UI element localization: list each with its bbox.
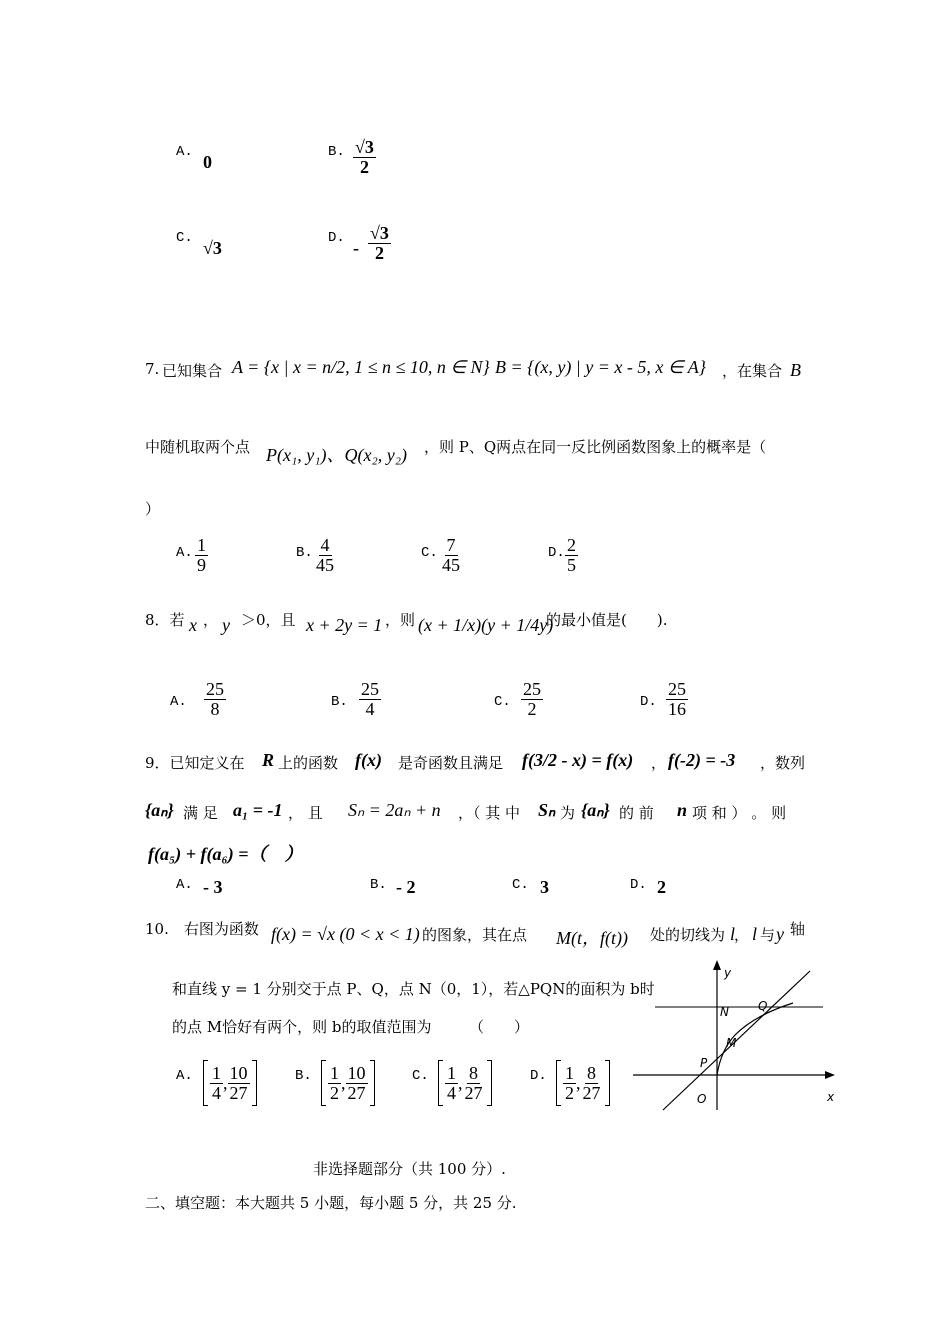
q8-option-a-den: 8 xyxy=(210,698,220,719)
q10-option-c-lower-num: 1 xyxy=(447,1062,456,1083)
q8-option-b-num: 25 xyxy=(361,679,379,699)
q10-option-b-label: B. xyxy=(295,1068,312,1084)
q9-option-a-value: - 3 xyxy=(203,877,223,897)
q8-option-b-den: 4 xyxy=(365,698,375,719)
q8-tail: 的最小值是( ). xyxy=(546,611,668,629)
q7-set-b: B = {(x, y) | y = x - 5, x ∈ A} xyxy=(495,357,706,377)
q7-option-a-fraction xyxy=(195,536,208,575)
q10-option-a-interval: $\frac{1}{4}$ , $\frac{10}{27}$ xyxy=(203,1060,257,1106)
q9-question-expression: f(a₅) + f(a₆) =（ ） xyxy=(148,844,303,864)
q9-fx: f(x) xyxy=(355,750,382,770)
q10-option-c-upper-num: 8 xyxy=(469,1062,478,1083)
q6-option-d-den: 2 xyxy=(374,242,384,263)
q10-option-d-lower xyxy=(563,1064,576,1103)
q10-function: f(x) = √x (0 < x < 1) xyxy=(271,924,420,944)
q9-line1-d: ，数列 xyxy=(760,754,806,772)
q7-option-c-den: 45 xyxy=(442,554,460,575)
q7-intro: 已知集合 xyxy=(162,362,223,380)
q10-option-d-lower-den: 2 xyxy=(565,1082,574,1103)
q8-number: 8．若 xyxy=(145,611,185,629)
q9-line2-g: 项 和 ） 。 则 xyxy=(692,804,787,822)
q10-line1-c: 处的切线为 xyxy=(650,926,726,944)
q6-option-b-den: 2 xyxy=(359,156,369,177)
q7-option-b-label: B. xyxy=(296,545,313,561)
q7-set-a: A = {x | x = n/2, 1 ≤ n ≤ 10, n ∈ N} xyxy=(232,357,490,377)
q10-option-b-right-bracket xyxy=(370,1060,375,1106)
graph-m-label: M xyxy=(726,1036,737,1050)
q10-y-axis: y xyxy=(776,924,784,944)
section-heading: 非选择题部分（共 100 分）. xyxy=(313,1160,506,1178)
q10-option-d-upper xyxy=(581,1064,603,1103)
q10-option-a-upper-den: 27 xyxy=(229,1082,248,1103)
q6-option-d-label: D. xyxy=(328,230,345,246)
q7-option-c-num: 7 xyxy=(446,535,456,555)
q6-option-b-label: B. xyxy=(328,144,345,160)
q10-option-a-left-bracket xyxy=(203,1060,208,1106)
q10-option-c-right-bracket xyxy=(487,1060,492,1106)
q6-option-c-value: √3 xyxy=(203,238,222,258)
q8-option-a-label: A. xyxy=(170,694,187,710)
q9-option-d-value: 2 xyxy=(657,877,666,897)
graph-y-arrow xyxy=(713,960,721,970)
q9-line1-a: 9．已知定义在 xyxy=(145,754,245,772)
q10-option-a-lower-num: 1 xyxy=(212,1062,221,1083)
q7-option-b-den: 45 xyxy=(316,554,334,575)
q7-option-c-fraction xyxy=(440,536,462,575)
q10-option-b-lower-num: 1 xyxy=(330,1062,339,1083)
q10-option-c-upper-den: 27 xyxy=(464,1082,483,1103)
q10-option-a-upper-num: 10 xyxy=(229,1062,248,1083)
q9-line1-c: 是奇函数且满足 xyxy=(398,754,504,772)
q9-option-a-label: A. xyxy=(176,877,193,893)
q9-line2-f: 的 前 xyxy=(619,804,654,822)
q8-then: ，则 xyxy=(385,611,416,629)
q9-a1: a₁ = -1 xyxy=(233,800,283,820)
q10-option-b-upper-den: 27 xyxy=(347,1082,366,1103)
q10-option-a-lower xyxy=(210,1064,223,1103)
q7-option-d-den: 5 xyxy=(567,554,576,575)
q6-option-b-fraction xyxy=(353,138,376,177)
q10-option-b-left-bracket xyxy=(321,1060,326,1106)
q10-option-b-lower-den: 2 xyxy=(330,1082,339,1103)
q10-option-a-right-bracket xyxy=(252,1060,257,1106)
q10-line1-e: 与 xyxy=(760,926,776,944)
q9-line2-b: 满 足 xyxy=(183,804,218,822)
q8-condition: ＞0，且 xyxy=(241,611,296,629)
graph-q-label: Q xyxy=(758,999,768,1013)
q7-option-a-label: A. xyxy=(176,545,193,561)
q10-l1: l xyxy=(730,924,736,944)
q10-option-b-upper xyxy=(346,1064,368,1103)
q7-option-a-den: 9 xyxy=(197,554,206,575)
q8-option-d-label: D. xyxy=(640,694,657,710)
q10-option-d-upper-num: 8 xyxy=(587,1062,596,1083)
q7-option-d-num: 2 xyxy=(567,535,576,555)
q6-option-c-label: C. xyxy=(176,230,193,246)
q9-option-c-value: 3 xyxy=(540,877,549,897)
q10-option-d-right-bracket xyxy=(605,1060,610,1106)
q8-option-c-num: 25 xyxy=(523,679,541,699)
q10-l2: l xyxy=(752,924,758,944)
q10-option-d-lower-num: 1 xyxy=(565,1062,574,1083)
q10-line1-f: 轴 xyxy=(790,920,806,938)
q6-option-d-fraction xyxy=(368,224,391,263)
q10-option-a-lower-den: 4 xyxy=(212,1082,221,1103)
q9-option-b-label: B. xyxy=(370,877,387,893)
q10-option-d-label: D. xyxy=(530,1068,547,1084)
q7-option-b-fraction xyxy=(314,536,336,575)
q8-expression: (x + 1/x)(y + 1/4y) xyxy=(418,615,554,635)
q7-line3: ） xyxy=(145,500,161,518)
q10-option-c-lower xyxy=(445,1064,458,1103)
q10-option-d-upper-den: 27 xyxy=(582,1082,601,1103)
q9-line2-d: ，（ 其 中 xyxy=(458,804,521,822)
q10-option-c-label: C. xyxy=(412,1068,429,1084)
q7-set-b-letter: B xyxy=(790,360,801,380)
q7-line2-b: ，则 P、Q两点在同一反比例函数图象上的概率是（ xyxy=(424,438,767,456)
graph-origin-label: O xyxy=(697,1092,707,1106)
q8-option-a-num: 25 xyxy=(206,679,224,699)
q10-option-b-upper-num: 10 xyxy=(347,1062,366,1083)
q7-option-b-num: 4 xyxy=(320,535,330,555)
q9-line1-b: 上的函数 xyxy=(278,754,339,772)
q10-line3: 的点 M恰好有两个，则 b的取值范围为 （ ） xyxy=(172,1018,529,1036)
q10-option-c-lower-den: 4 xyxy=(447,1082,456,1103)
q9-n: n xyxy=(677,800,688,820)
q6-option-d-num: √3 xyxy=(370,223,389,243)
q10-option-a-label: A. xyxy=(176,1068,193,1084)
q6-option-d-sign: - xyxy=(353,238,359,258)
q9-condition-2: f(-2) = -3 xyxy=(668,750,736,770)
q6-option-a-value: 0 xyxy=(203,152,212,172)
q9-condition-1: f(3/2 - x) = f(x) xyxy=(522,750,634,770)
q7-number: 7. xyxy=(145,360,160,378)
q10-line2: 和直线 y = 1 分别交于点 P、Q，点 N（0，1），若△PQN的面积为 b时 xyxy=(172,980,655,998)
q9-option-d-label: D. xyxy=(630,877,647,893)
graph-n-label: N xyxy=(720,1005,729,1019)
graph-y-label: y xyxy=(724,966,732,980)
q7-points: P(x₁, y₁)、Q(x₂, y₂) xyxy=(266,445,407,465)
q7-mid-text: ，在集合 xyxy=(722,362,783,380)
q8-comma: ， xyxy=(203,611,219,629)
q8-option-b-fraction xyxy=(359,680,381,719)
graph-x-arrow xyxy=(825,1071,835,1079)
q10-option-a-upper xyxy=(228,1064,250,1103)
q8-option-b-label: B. xyxy=(331,694,348,710)
q8-option-c-fraction xyxy=(521,680,543,719)
q8-option-d-den: 16 xyxy=(668,698,686,719)
q10-option-b-lower xyxy=(328,1064,341,1103)
q8-x: x xyxy=(189,615,197,635)
q10-option-c-upper xyxy=(463,1064,485,1103)
q7-option-d-fraction xyxy=(565,536,578,575)
q10-line1-d: ， xyxy=(734,926,750,944)
q10-option-c-left-bracket xyxy=(438,1060,443,1106)
q9-r: R xyxy=(262,750,275,770)
q10-line1-b: 的图象，其在点 xyxy=(422,926,528,944)
q7-option-c-label: C. xyxy=(421,545,438,561)
q7-option-a-num: 1 xyxy=(197,535,206,555)
q8-option-a-fraction xyxy=(204,680,226,719)
q10-option-b-interval: $\frac{1}{2}$ , $\frac{10}{27}$ xyxy=(321,1060,375,1106)
q8-y: y xyxy=(222,615,230,635)
q9-line2-e: 为 xyxy=(560,804,576,822)
q8-option-c-den: 2 xyxy=(527,698,537,719)
q8-option-d-fraction xyxy=(666,680,688,719)
q9-sn-formula: Sₙ = 2aₙ + n xyxy=(348,800,441,820)
q9-sn: Sₙ xyxy=(538,800,556,820)
q9-option-b-value: - 2 xyxy=(396,877,416,897)
q6-option-b-num: √3 xyxy=(355,137,374,157)
q9-sep: ， xyxy=(651,754,667,772)
q7-option-d-label: D. xyxy=(548,545,565,561)
q10-line1-a: 10. 右图为函数 xyxy=(145,920,259,938)
q10-option-d-interval: $\frac{1}{2}$ , $\frac{8}{27}$ xyxy=(556,1060,610,1106)
graph-tangent-line xyxy=(663,971,810,1110)
graph-x-label: x xyxy=(827,1090,835,1104)
q10-point-m: M(t，f(t)) xyxy=(556,928,628,948)
section-part-two: 二、填空题：本大题共 5 小题，每小题 5 分，共 25 分. xyxy=(145,1194,517,1212)
graph-p-label: P xyxy=(700,1056,708,1070)
q10-graph xyxy=(625,955,845,1115)
q8-equation: x + 2y = 1 xyxy=(306,615,383,635)
q8-option-c-label: C. xyxy=(494,694,511,710)
q9-sequence: {aₙ} xyxy=(145,800,174,820)
q10-option-c-interval: $\frac{1}{4}$ , $\frac{8}{27}$ xyxy=(438,1060,492,1106)
q10-option-d-left-bracket xyxy=(556,1060,561,1106)
q7-line2-a: 中随机取两个点 xyxy=(145,438,251,456)
q9-an: {aₙ} xyxy=(581,800,610,820)
q8-option-d-num: 25 xyxy=(668,679,686,699)
q9-option-c-label: C. xyxy=(512,877,529,893)
q6-option-a-label: A. xyxy=(176,144,193,160)
q9-line2-c: ， 且 xyxy=(288,804,323,822)
